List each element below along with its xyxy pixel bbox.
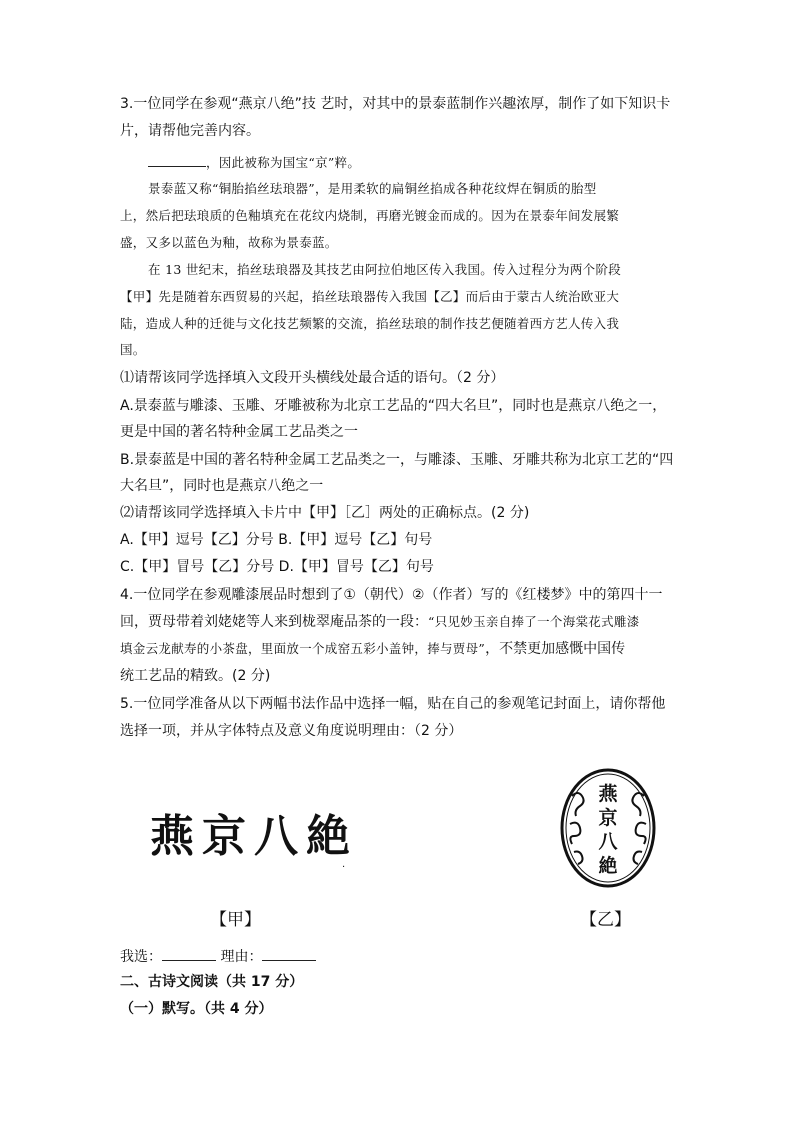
card-p1-line-3: 盛，又多以蓝色为釉，故称为景泰蓝。 (120, 235, 338, 250)
answer-choose-label: 我选： (120, 949, 162, 965)
label-jia: 【甲】 (210, 910, 261, 930)
calligraphy-jia: 燕京八絶 (150, 811, 358, 862)
q4-line-2 (120, 612, 640, 632)
seal-yi (558, 766, 658, 890)
q3-sub1: ⑴请帮该同学选择填入文段开头横线处最合适的语句。（2 分） (120, 370, 505, 386)
q4-line-3-text: ，不禁更加感慨中国传 (485, 641, 626, 657)
card-p2-line-4: 国。 (120, 342, 146, 357)
seal-char-4: 絶 (598, 855, 618, 877)
q4-line-4: 统工艺品的精致。(2 分) (120, 668, 271, 684)
label-yi: 【乙】 (580, 910, 631, 930)
q3-options2-row-1[interactable]: A.【甲】逗号【乙】分号 B.【甲】逗号【乙】句号 (120, 532, 433, 548)
q4-line-3 (120, 639, 625, 659)
reason-blank[interactable] (262, 946, 316, 961)
q3-options2-row-2[interactable]: C.【甲】冒号【乙】分号 D.【甲】冒号【乙】句号 (120, 559, 434, 575)
seal-char-2: 京 (598, 807, 618, 829)
card-p2-line-2: 【甲】先是随着东西贸易的兴起，掐丝珐琅器传入我国【乙】而后由于蒙古人统治欧亚大 (120, 289, 620, 304)
q3-option-b-line-2[interactable]: 大名旦”，同时也是燕京八绝之一 (120, 478, 324, 494)
q3-intro-line-1: 3.一位同学在参观“燕京八绝”技 艺时，对其中的景泰蓝制作兴趣浓厚，制作了如下知识卡 (120, 96, 671, 112)
choose-blank[interactable] (162, 946, 216, 961)
section2-title: 二、古诗文阅读（共 17 分） (120, 974, 304, 990)
card-blank-line (148, 152, 360, 173)
answer-blank[interactable] (148, 152, 206, 167)
q3-intro-line-2: 片，请帮他完善内容。 (120, 123, 260, 139)
q4-quote-part-1: “只见妙玉亲自捧了一个海棠花式雕漆 (428, 614, 640, 629)
card-p2-line-1: 在 13 世纪末，掐丝珐琅器及其技艺由阿拉伯地区传入我国。传入过程分为两个阶段 (148, 262, 622, 277)
q5-line-2: 选择一项，并从字体特点及意义角度说明理由：（2 分） (120, 723, 463, 739)
q3-option-b-line-1[interactable]: B.景泰蓝是中国的著名特种金属工艺品类之一，与雕漆、玉雕、牙雕共称为北京工艺的“四 (120, 452, 674, 468)
q4-line-1: 4.一位同学在参观雕漆展品时想到了①（朝代）②（作者）写的《红楼梦》中的第四十一 (120, 587, 663, 603)
card-p1-line-2: 上，然后把珐琅质的色釉填充在花纹内烧制，再磨光镀金而成的。因为在景泰年间发展繁 (120, 208, 620, 223)
q4-quote-part-2: 填金云龙献寿的小茶盘，里面放一个成窑五彩小盖钟，捧与贾母” (120, 641, 486, 656)
card-p1-line-1: 景泰蓝又称“铜胎掐丝珐琅器”，是用柔软的扁铜丝掐成各种花纹焊在铜质的胎型 (148, 181, 597, 196)
answer-line (120, 946, 316, 967)
q5-line-1: 5.一位同学准备从以下两幅书法作品中选择一幅，贴在自己的参观笔记封面上，请你帮他 (120, 696, 666, 712)
answer-reason-label: 理由： (220, 949, 263, 965)
q3-option-a-line-1[interactable]: A.景泰蓝与雕漆、玉雕、牙雕被称为北京工艺品的“四大名旦”，同时也是燕京八绝之一， (120, 398, 667, 414)
card-blank-tail: ，因此被称为国宝“京”粹。 (206, 155, 361, 170)
seal-char-3: 八 (598, 831, 618, 853)
seal-char-1: 燕 (598, 783, 618, 805)
card-p2-line-3: 陆，造成人种的迁徙与文化技艺频繁的交流，掐丝珐琅的制作技艺便随着西方艺人传入我 (120, 316, 620, 331)
q3-sub2: ⑵请帮该同学选择填入卡片中【甲】［乙］两处的正确标点。(2 分) (120, 505, 530, 521)
q4-line-2-text: 回，贾母带着刘姥姥等人来到栊翠庵品茶的一段： (120, 614, 428, 630)
ink-dot: · (342, 862, 346, 873)
section2-subtitle: （一）默写。（共 4 分） (120, 1001, 273, 1017)
q3-option-a-line-2[interactable]: 更是中国的著名特种金属工艺品类之一 (120, 424, 358, 440)
